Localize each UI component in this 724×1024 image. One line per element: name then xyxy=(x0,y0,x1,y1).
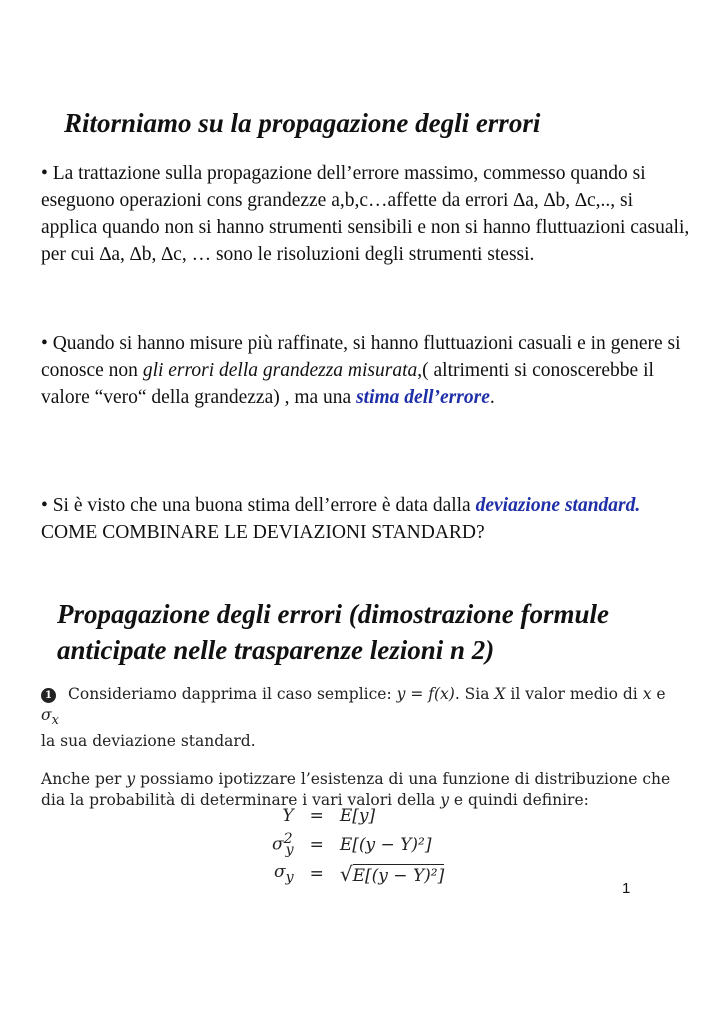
equation-row xyxy=(272,804,452,830)
section2-title-line2: anticipate nelle trasparenze lezioni n 2) xyxy=(57,635,495,665)
bullet-random-fluctuations xyxy=(41,330,691,411)
scan-text: possiamo ipotizzare l’esistenza di una funzione di distribuzione che dia la probabilità di determinare i vari valori della xyxy=(41,770,671,810)
eq-sigma: σ xyxy=(274,862,286,883)
scan-symbol: y xyxy=(126,770,136,789)
eq-rhs-text: E[(y − Y)²] xyxy=(339,834,432,855)
bullet3-text-b: COME COMBINARE LE DEVIAZIONI STANDARD? xyxy=(41,522,485,543)
equations-block xyxy=(272,804,452,889)
section-title: Ritorniamo su la propagazione degli errori xyxy=(64,108,541,138)
bullet2-text-a: • Quando si hanno misure più raffinate, si hanno fluttuazioni casuali e in genere si conosce non xyxy=(41,333,681,381)
eq-sign: = xyxy=(309,864,324,885)
scan-text: il valor medio di xyxy=(505,685,643,703)
eq-rhs xyxy=(332,861,452,889)
bullet-max-error: • La trattazione sulla propagazione dell’errore massimo, commesso quando si eseguono operazioni cons grandezze a,b,c…affette da errori ∆a, ∆b, ∆c,.., si applica quando non si hanno strumenti sensibili e non si hanno fluttuazioni casuali, per cui ∆a, ∆b, ∆c, … sono le risoluzioni degli strumenti stessi. xyxy=(41,163,690,265)
page-number: 1 xyxy=(622,880,631,897)
section2-title xyxy=(57,596,609,668)
eq-rhs xyxy=(332,804,452,830)
scan-symbol: X xyxy=(494,685,506,703)
equation-row xyxy=(272,861,452,889)
eq-sigma: σ xyxy=(272,834,284,855)
numbered-badge: 1 xyxy=(41,688,56,703)
scan-symbol: x xyxy=(642,685,652,703)
bullet3-text-a: • Si è visto che una buona stima dell’errore è data dalla xyxy=(41,495,476,516)
scan-paragraph-1 xyxy=(41,684,681,752)
eq-sub: y xyxy=(285,842,294,859)
scan-symbol: y xyxy=(440,791,449,810)
scan-text: e xyxy=(651,685,666,703)
section2-title-line1: Propagazione degli errori (dimostrazione formule xyxy=(57,599,610,629)
bullet2-italic: gli errori della grandezza misurata xyxy=(142,360,418,381)
bullet2-text-b: ,( altrimenti si conoscerebbe il valore “vero“ della grandezza) , ma una xyxy=(41,360,654,408)
scan-formula: y = f(x) xyxy=(396,685,455,703)
scan-text: . Sia xyxy=(454,685,495,703)
eq-lhs: Y xyxy=(282,806,294,826)
eq-sup: 2 xyxy=(283,831,293,847)
eq-sign: = xyxy=(309,834,324,855)
sqrt-symbol: √ xyxy=(339,862,353,887)
eq-sub: y xyxy=(285,869,294,886)
eq-rhs-text: E[y] xyxy=(339,806,376,826)
bullet2-end: . xyxy=(489,387,495,408)
scanned-textbook-excerpt xyxy=(41,684,681,811)
scan-text: la sua deviazione standard. xyxy=(41,732,256,751)
bullet-standard-deviation xyxy=(41,492,691,546)
eq-rhs-text: E[(y − Y)²] xyxy=(352,866,445,887)
scan-text: e quindi definire: xyxy=(449,791,589,810)
scan-text: Anche per xyxy=(41,770,127,789)
deviazione-standard-highlight: deviazione standard. xyxy=(475,495,641,516)
scan-subscript: x xyxy=(51,713,59,729)
stima-errore-highlight: stima dell’errore xyxy=(356,387,490,408)
eq-lhs xyxy=(272,830,302,861)
scan-text: Consideriamo dapprima il caso semplice: xyxy=(68,685,397,703)
eq-lhs xyxy=(272,861,302,889)
eq-sign: = xyxy=(309,806,324,826)
equation-row xyxy=(272,830,452,861)
eq-rhs xyxy=(332,830,452,861)
scan-symbol: σ xyxy=(41,706,52,724)
